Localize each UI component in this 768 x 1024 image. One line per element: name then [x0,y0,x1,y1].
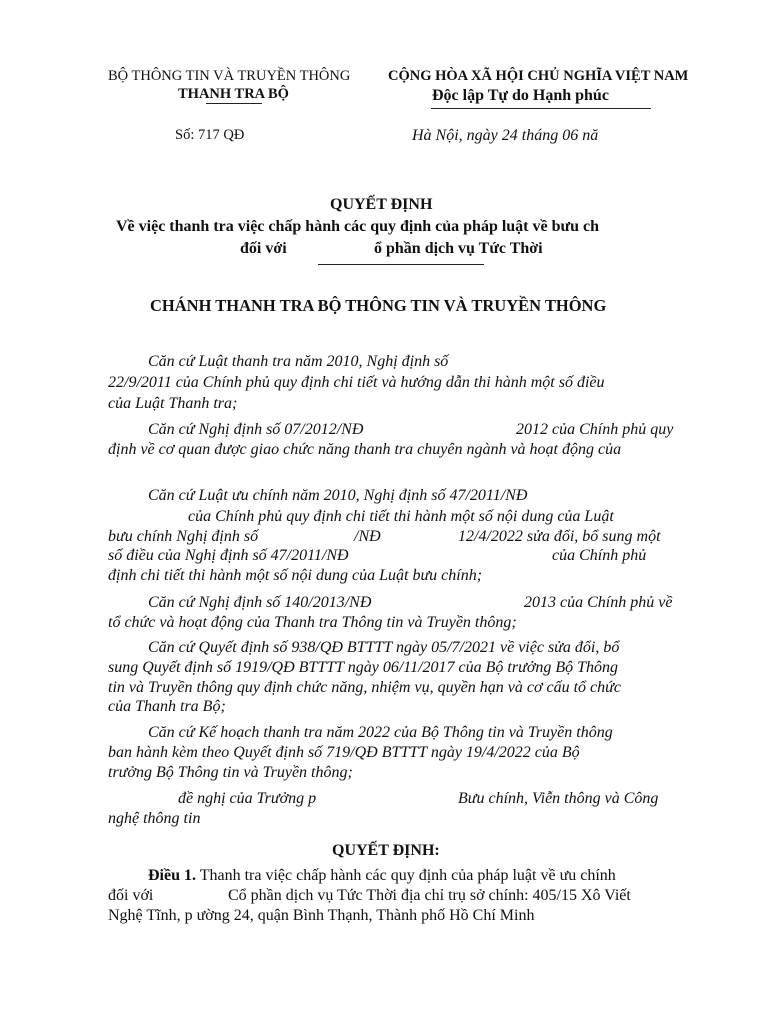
country-name: CỘNG HÒA XÃ HỘI CHỦ NGHĨA VIỆT NAM [388,68,689,84]
basis-6-line-3: trưởng Bộ Thông tin và Truyền thông; [108,764,353,781]
document-number: Số: 717 QĐ [175,127,245,143]
ministry-name: BỘ THÔNG TIN VÀ TRUYỀN THÔNG [108,68,351,84]
document-title: QUYẾT ĐỊNH [330,196,433,213]
article-1-text: Thanh tra việc chấp hành các quy định của pháp luật về ưu chính [196,867,616,884]
basis-4-line-1b: 2013 của Chính phủ về [524,594,673,611]
department-name: THANH TRA BỘ [178,86,289,102]
basis-5-line-3: tin và Truyền thông quy định chức năng, nhiệm vụ, quyền hạn và cơ cấu tổ chức [108,679,621,696]
basis-1-line-2: 22/9/2011 của Chính phủ quy định chi tiết và hướng dẫn thi hành một số điều [108,374,605,391]
issuing-authority: CHÁNH THANH TRA BỘ THÔNG TIN VÀ TRUYỀN THÔNG [150,296,607,315]
proposal-line-1a: đề nghị của Trưởng p [178,790,317,807]
basis-2-line-2: định về cơ quan được giao chức năng thanh tra chuyên ngành và hoạt động của [108,441,622,458]
article-1-line-2b: Cổ phần dịch vụ Tức Thời địa chỉ trụ sở chính: 405/15 Xô Viết [228,887,631,904]
basis-1-line-1: Căn cứ Luật thanh tra năm 2010, Nghị định số [148,353,449,370]
article-1-line-2a: đối với [108,887,154,904]
basis-3-line-2: của Chính phủ quy định chi tiết thi hành một số nội dung của Luật [188,508,614,525]
basis-2-line-1a: Căn cứ Nghị định số 07/2012/NĐ [148,421,364,438]
basis-6-line-2: ban hành kèm theo Quyết định số 719/QĐ BTTTT ngày 19/4/2022 của Bộ [108,744,580,761]
basis-3-line-5: định chi tiết thi hành một số nội dung của Luật bưu chính; [108,567,483,584]
basis-5-line-1: Căn cứ Quyết định số 938/QĐ BTTTT ngày 05/7/2021 về việc sửa đổi, bổ [148,639,620,656]
subject-line-2-company: ổ phần dịch vụ Tức Thời [374,240,543,257]
basis-3-line-3a: bưu chính Nghị định số [108,528,259,545]
basis-3-line-3c: 12/4/2022 sửa đổi, bổ sung một [458,528,661,545]
proposal-line-2: nghệ thông tin [108,810,201,827]
title-underline [318,264,484,265]
basis-1-line-3: của Luật Thanh tra; [108,395,238,412]
article-1-label: Điều 1. [148,867,196,884]
article-1-line-3: Nghệ Tĩnh, p ường 24, quận Bình Thạnh, Thành phố Hồ Chí Minh [108,907,535,924]
place-and-date: Hà Nội, ngày 24 tháng 06 nă [412,127,599,144]
basis-3-line-3b: /NĐ [354,528,381,545]
basis-3-line-1: Căn cứ Luật ưu chính năm 2010, Nghị định số 47/2011/NĐ [148,487,528,504]
subject-line-1: Về việc thanh tra việc chấp hành các quy định của pháp luật về bưu ch [116,218,600,235]
article-1-line-1 [148,867,616,885]
basis-4-line-2: tổ chức và hoạt động của Thanh tra Thông tin và Truyền thông; [108,614,517,631]
national-motto: Độc lập Tự do Hạnh phúc [432,87,609,104]
subject-line-2-prefix: đối với [240,240,287,257]
department-underline [206,103,262,104]
decision-heading: QUYẾT ĐỊNH: [332,842,440,859]
basis-5-line-4: của Thanh tra Bộ; [108,698,226,715]
basis-5-line-2: sung Quyết định số 1919/QĐ BTTTT ngày 06/11/2017 của Bộ trưởng Bộ Thông [108,659,619,676]
basis-6-line-1: Căn cứ Kế hoạch thanh tra năm 2022 của Bộ Thông tin và Truyền thông [148,724,613,741]
basis-4-line-1a: Căn cứ Nghị định số 140/2013/NĐ [148,594,372,611]
basis-2-line-1b: 2012 của Chính phủ quy [516,421,674,438]
basis-3-line-4a: số điều của Nghị định số 47/2011/NĐ [108,547,349,564]
basis-3-line-4b: của Chính phủ [552,547,647,564]
proposal-line-1b: Bưu chính, Viễn thông và Công [458,790,659,807]
motto-underline [431,108,651,109]
